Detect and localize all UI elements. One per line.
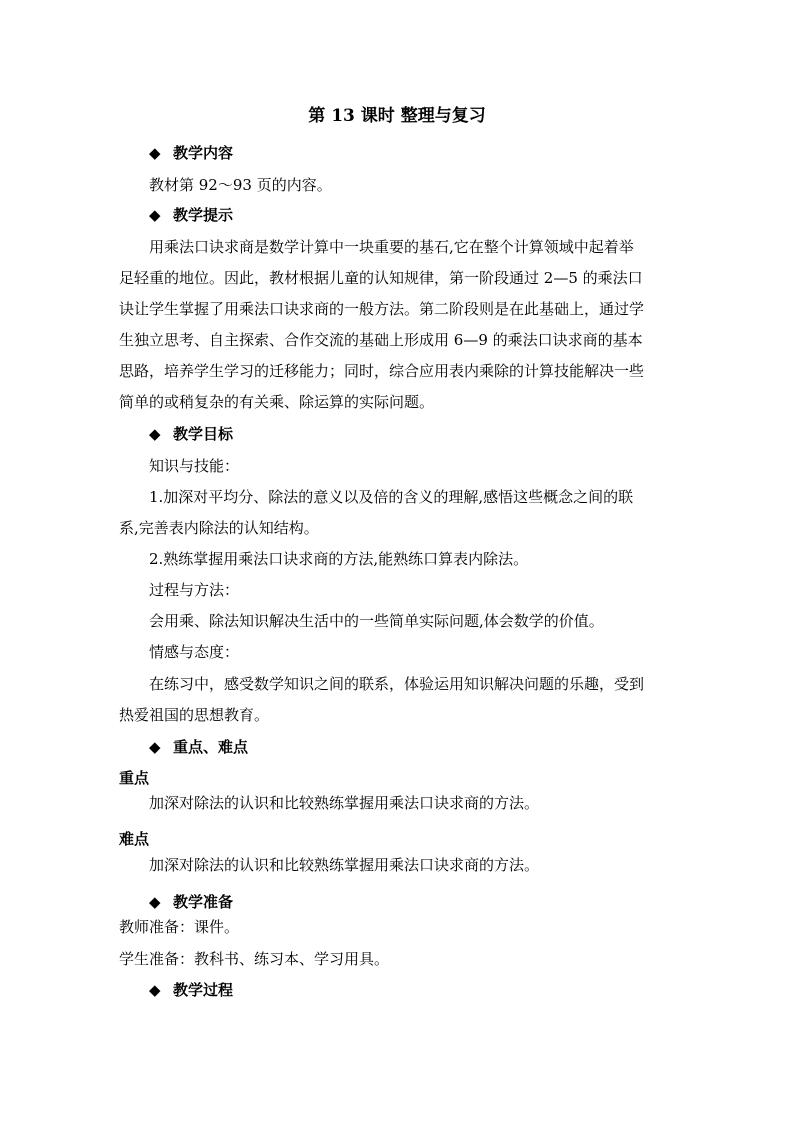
diamond-bullet-icon: ◆ (149, 206, 161, 224)
difficult-label: 难点 (119, 830, 150, 848)
heading-text: 教学过程 (173, 981, 234, 999)
section-heading-content (149, 143, 714, 163)
attitude-label: 情感与态度： (149, 643, 240, 661)
hint-line: 诀让学生掌握了用乘法口诀求商的一般方法。第二阶段则是在此基础上，通过学 (119, 300, 645, 318)
diamond-bullet-icon: ◆ (149, 144, 161, 162)
student-prep: 学生准备：教科书、练习本、学习用具。 (119, 950, 390, 968)
hint-line: 简单的或稍复杂的有关乘、除运算的实际问题。 (119, 393, 435, 411)
page-title: 第 13 课时 整理与复习 (308, 106, 486, 126)
knowledge-label: 知识与技能： (149, 457, 240, 475)
difficult-text: 加深对除法的认识和比较熟练掌握用乘法口诀求商的方法。 (149, 856, 540, 874)
process-label: 过程与方法： (149, 581, 240, 599)
key-text: 加深对除法的认识和比较熟练掌握用乘法口诀求商的方法。 (149, 794, 540, 812)
goal-1-line: 系,完善表内除法的认知结构。 (119, 519, 319, 537)
section-heading-key (149, 737, 714, 757)
hint-line: 思路，培养学生学习的迁移能力；同时，综合应用表内乘除的计算技能解决一些 (119, 362, 645, 380)
section-heading-hint (149, 205, 714, 225)
attitude-line: 热爱祖国的思想教育。 (119, 706, 270, 724)
hint-line: 足轻重的地位。因此，教材根据儿童的认知规律，第一阶段通过 2—5 的乘法口 (119, 269, 643, 287)
heading-text: 教学提示 (173, 206, 234, 224)
section-heading-prep (149, 892, 714, 912)
process-text: 会用乘、除法知识解决生活中的一些简单实际问题,体会数学的价值。 (149, 612, 604, 630)
key-label: 重点 (119, 769, 150, 787)
diamond-bullet-icon: ◆ (149, 981, 161, 999)
section-heading-process (149, 980, 714, 1000)
goal-1-line: 1.加深对平均分、除法的意义以及倍的含义的理解,感悟这些概念之间的联 (149, 488, 634, 506)
hint-line: 生独立思考、自主探索、合作交流的基础上形成用 6—9 的乘法口诀求商的基本 (119, 331, 643, 349)
section-heading-goals (149, 424, 714, 444)
goal-2: 2.熟练掌握用乘法口诀求商的方法,能熟练口算表内除法。 (149, 550, 529, 568)
diamond-bullet-icon: ◆ (149, 893, 161, 911)
diamond-bullet-icon: ◆ (149, 738, 161, 756)
content-text: 教材第 92～93 页的内容。 (149, 176, 332, 194)
attitude-line: 在练习中，感受数学知识之间的联系，体验运用知识解决问题的乐趣，受到 (149, 675, 645, 693)
heading-text: 教学内容 (173, 144, 234, 162)
heading-text: 教学目标 (173, 425, 234, 443)
hint-line: 用乘法口诀求商是数学计算中一块重要的基石,它在整个计算领域中起着举 (149, 238, 634, 256)
teacher-prep: 教师准备：课件。 (119, 918, 240, 936)
heading-text: 重点、难点 (173, 738, 249, 756)
heading-text: 教学准备 (173, 893, 234, 911)
diamond-bullet-icon: ◆ (149, 425, 161, 443)
